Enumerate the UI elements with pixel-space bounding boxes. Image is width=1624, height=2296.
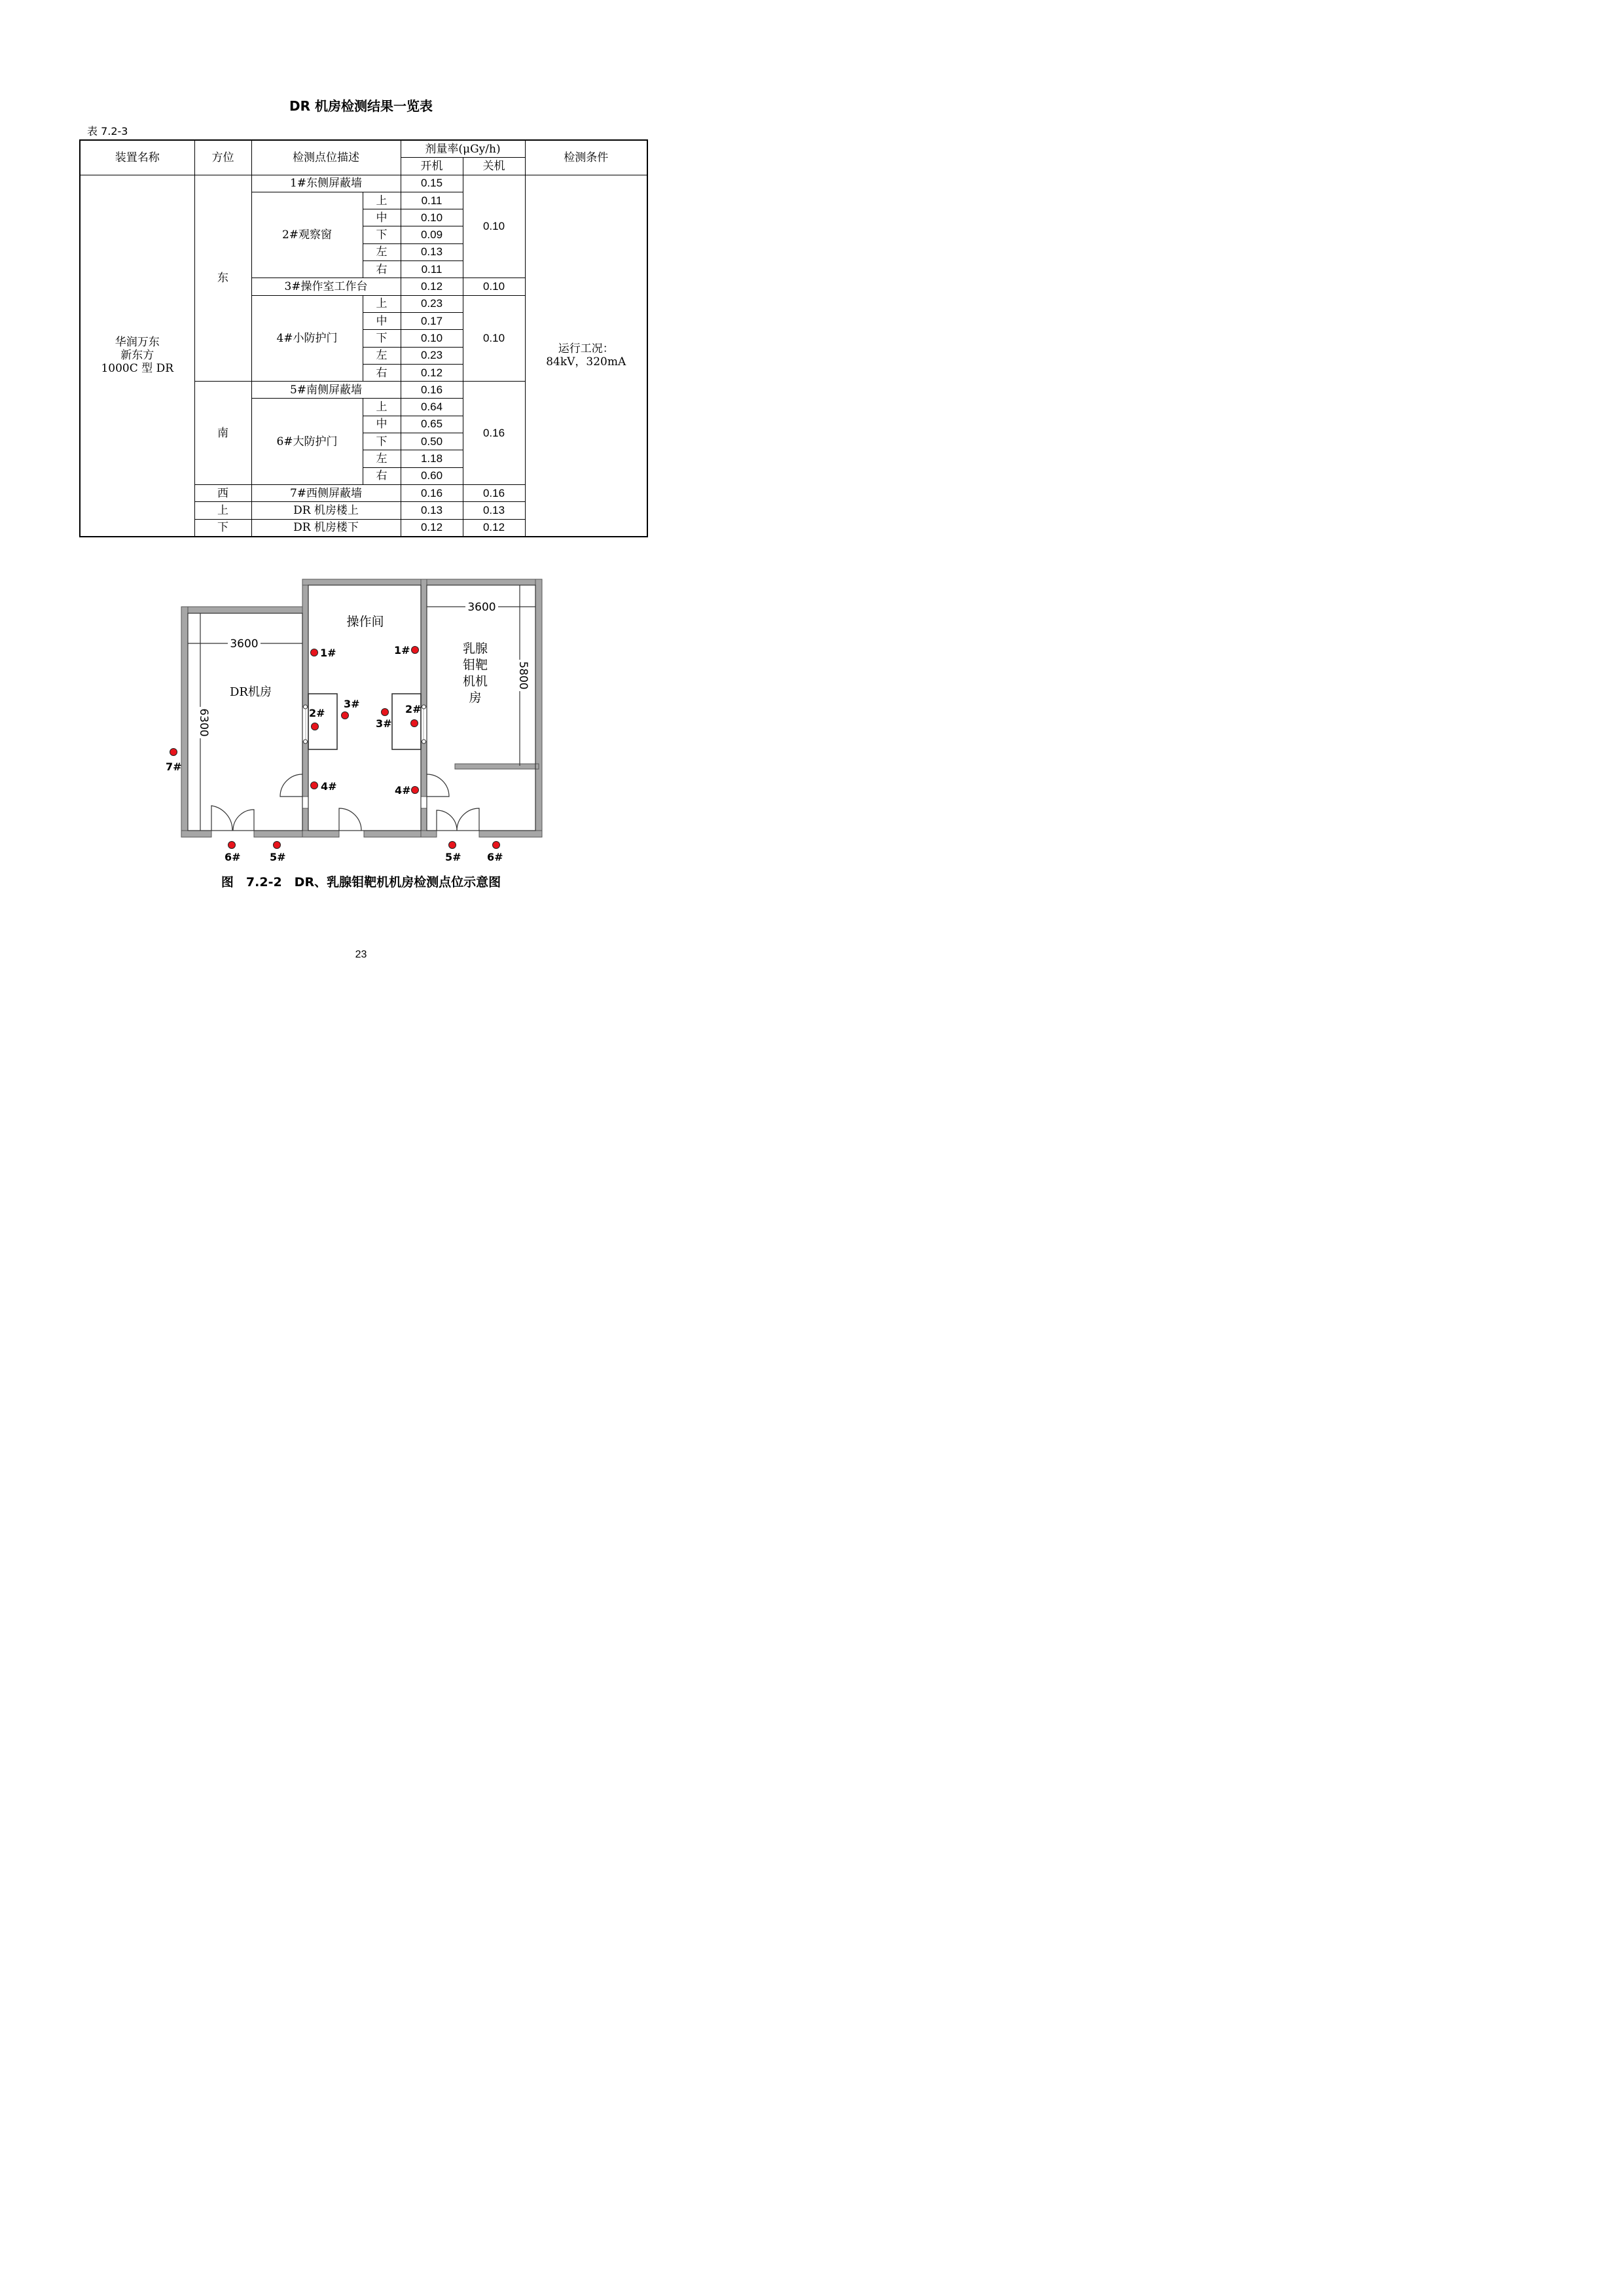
sub-position: 中 bbox=[363, 312, 401, 329]
point-marker-right-4 bbox=[412, 787, 419, 794]
sub-position: 下 bbox=[363, 433, 401, 450]
point-label: 4# bbox=[395, 784, 411, 797]
label-dr-room: DR机房 bbox=[230, 685, 272, 699]
point-marker-left-3 bbox=[342, 712, 349, 719]
dim-dr-width: 3600 bbox=[230, 637, 259, 651]
value-off: 0.12 bbox=[463, 519, 525, 537]
value-on: 0.23 bbox=[401, 347, 463, 364]
point-marker-right-1 bbox=[412, 647, 419, 654]
point-marker-right-6 bbox=[493, 842, 500, 849]
direction-south: 南 bbox=[194, 382, 251, 485]
point-label: 2# bbox=[405, 703, 422, 715]
point-1: 1#东侧屏蔽墙 bbox=[251, 175, 401, 192]
point-label: 1# bbox=[394, 644, 410, 656]
point-2: 2#观察窗 bbox=[251, 192, 363, 278]
header-point: 检测点位描述 bbox=[251, 140, 401, 175]
value-on: 0.11 bbox=[401, 192, 463, 209]
sub-position: 中 bbox=[363, 209, 401, 226]
doors bbox=[211, 707, 479, 831]
device-name-cell: 华润万东 新东方 1000C 型 DR bbox=[80, 175, 194, 537]
label-control-room: 操作间 bbox=[346, 615, 384, 629]
point-label: 5# bbox=[270, 851, 286, 863]
point-3: 3#操作室工作台 bbox=[251, 278, 401, 295]
point-label: 6# bbox=[225, 851, 241, 863]
point-8: DR 机房楼上 bbox=[251, 502, 401, 519]
header-dose-rate: 剂量率(μGy/h) bbox=[401, 140, 525, 158]
label-mammo-room-3: 机机 bbox=[462, 674, 488, 689]
measurement-points bbox=[170, 647, 500, 849]
value-on: 0.16 bbox=[401, 484, 463, 501]
point-label: 3# bbox=[344, 698, 360, 710]
figure-caption: 图 7.2-2 DR、乳腺钼靶机机房检测点位示意图 bbox=[221, 875, 501, 889]
sub-position: 右 bbox=[363, 467, 401, 484]
value-on: 0.17 bbox=[401, 312, 463, 329]
value-on: 0.12 bbox=[401, 278, 463, 295]
value-off: 0.10 bbox=[463, 175, 525, 278]
sub-position: 左 bbox=[363, 243, 401, 260]
dim-mammo-depth: 5800 bbox=[516, 661, 530, 690]
sub-position: 右 bbox=[363, 261, 401, 278]
point-label: 7# bbox=[166, 761, 182, 773]
point-5: 5#南侧屏蔽墙 bbox=[251, 382, 401, 399]
point-label: 6# bbox=[487, 851, 503, 863]
header-direction: 方位 bbox=[194, 140, 251, 175]
table-row bbox=[80, 175, 647, 192]
point-7: 7#西侧屏蔽墙 bbox=[251, 484, 401, 501]
sub-position: 右 bbox=[363, 364, 401, 381]
value-off: 0.10 bbox=[463, 278, 525, 295]
point-marker-right-2 bbox=[411, 720, 418, 727]
point-4: 4#小防护门 bbox=[251, 295, 363, 381]
value-on: 0.13 bbox=[401, 243, 463, 260]
value-on: 0.12 bbox=[401, 364, 463, 381]
header-row bbox=[80, 140, 647, 158]
point-label: 5# bbox=[445, 851, 461, 863]
point-marker-left-1 bbox=[311, 649, 318, 656]
page-number: 23 bbox=[355, 949, 367, 960]
value-on: 0.10 bbox=[401, 209, 463, 226]
point-label: 3# bbox=[376, 717, 392, 730]
sub-position: 中 bbox=[363, 416, 401, 433]
dim-dr-depth: 6300 bbox=[197, 708, 210, 737]
header-off: 关机 bbox=[463, 158, 525, 175]
value-on: 0.64 bbox=[401, 399, 463, 416]
point-label: 2# bbox=[309, 707, 325, 719]
point-marker-right-5 bbox=[449, 842, 456, 849]
point-9: DR 机房楼下 bbox=[251, 519, 401, 537]
point-6: 6#大防护门 bbox=[251, 399, 363, 484]
value-on: 0.13 bbox=[401, 502, 463, 519]
condition-cell: 运行工况： 84kV，320mA bbox=[525, 175, 647, 537]
value-on: 0.10 bbox=[401, 330, 463, 347]
sub-position: 上 bbox=[363, 192, 401, 209]
value-on: 0.23 bbox=[401, 295, 463, 312]
point-marker-left-4 bbox=[311, 782, 318, 789]
value-on: 1.18 bbox=[401, 450, 463, 467]
sub-position: 左 bbox=[363, 347, 401, 364]
results-table bbox=[79, 139, 648, 537]
value-on: 0.15 bbox=[401, 175, 463, 192]
point-marker-left-5 bbox=[274, 842, 281, 849]
value-off: 0.10 bbox=[463, 295, 525, 381]
sub-position: 左 bbox=[363, 450, 401, 467]
value-on: 0.11 bbox=[401, 261, 463, 278]
direction-up: 上 bbox=[194, 502, 251, 519]
value-on: 0.50 bbox=[401, 433, 463, 450]
direction-east: 东 bbox=[194, 175, 251, 382]
point-marker-right-3 bbox=[382, 709, 389, 716]
value-on: 0.16 bbox=[401, 382, 463, 399]
header-on: 开机 bbox=[401, 158, 463, 175]
value-on: 0.09 bbox=[401, 226, 463, 243]
value-on: 0.12 bbox=[401, 519, 463, 537]
label-mammo-room-2: 钼靶 bbox=[462, 658, 488, 672]
point-label: 1# bbox=[320, 647, 336, 659]
sub-position: 上 bbox=[363, 399, 401, 416]
value-off: 0.16 bbox=[463, 484, 525, 501]
value-on: 0.60 bbox=[401, 467, 463, 484]
value-off: 0.13 bbox=[463, 502, 525, 519]
point-marker-left-7 bbox=[170, 749, 177, 756]
value-on: 0.65 bbox=[401, 416, 463, 433]
sub-position: 下 bbox=[363, 330, 401, 347]
floor-plan bbox=[157, 576, 563, 864]
table-label: 表 7.2-3 bbox=[87, 125, 128, 137]
page-title: DR 机房检测结果一览表 bbox=[289, 98, 433, 114]
point-marker-left-2 bbox=[312, 723, 319, 730]
sub-position: 上 bbox=[363, 295, 401, 312]
header-device: 装置名称 bbox=[80, 140, 194, 175]
label-mammo-room-4: 房 bbox=[469, 691, 482, 705]
point-label: 4# bbox=[321, 780, 337, 793]
dim-mammo-width: 3600 bbox=[467, 601, 496, 614]
sub-position: 下 bbox=[363, 226, 401, 243]
direction-west: 西 bbox=[194, 484, 251, 501]
label-mammo-room-1: 乳腺 bbox=[462, 641, 488, 656]
direction-down: 下 bbox=[194, 519, 251, 537]
document-page bbox=[0, 0, 722, 1021]
point-marker-left-6 bbox=[228, 842, 236, 849]
value-off: 0.16 bbox=[463, 382, 525, 485]
header-condition: 检测条件 bbox=[525, 140, 647, 175]
